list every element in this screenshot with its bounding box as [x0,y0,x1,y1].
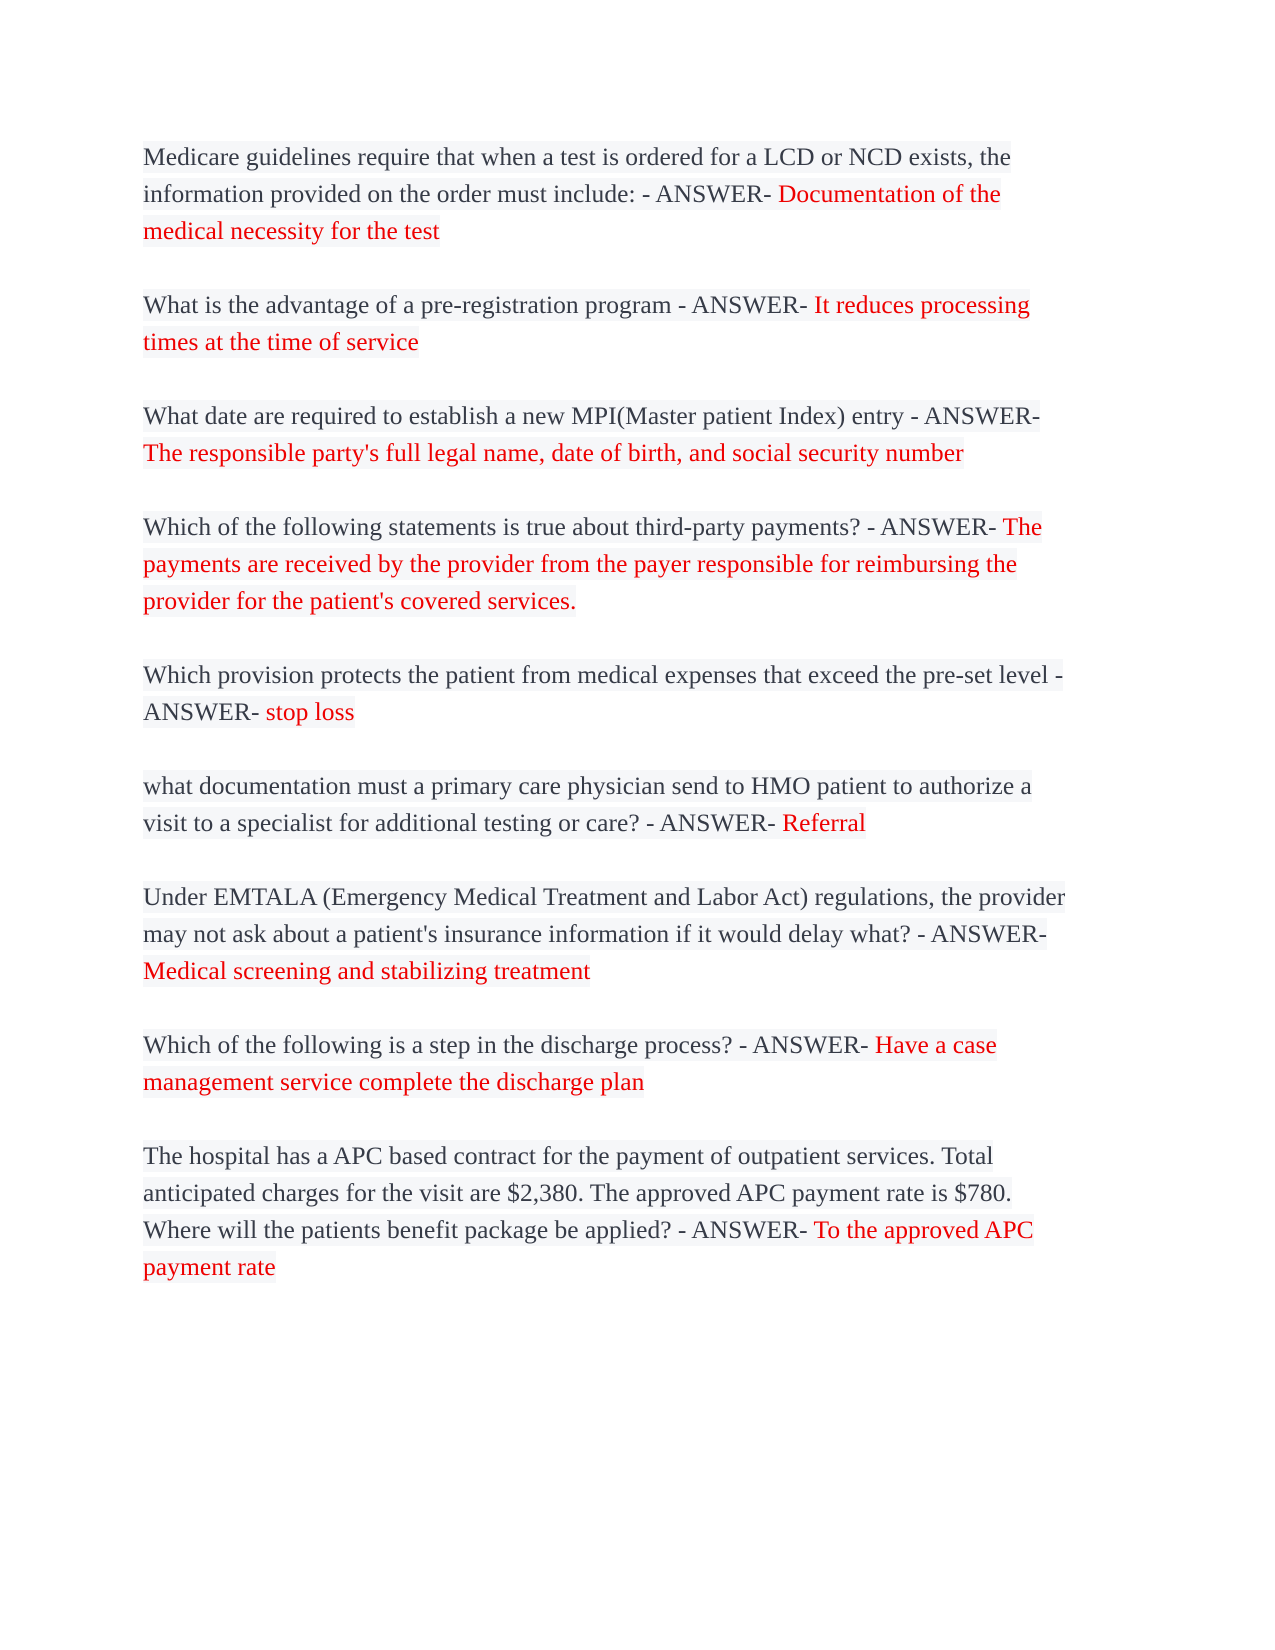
answer-text: The payments are received by the provider from the payer responsible for reimbursing the provider for the patient's covered services. [143,512,1043,615]
qa-block [143,397,1073,471]
question-text: Which provision protects the patient from medical expenses that exceed the pre-set level - ANSWER- [143,660,1064,726]
answer-text: The responsible party's full legal name, date of birth, and social security number [143,438,964,467]
qa-block [143,878,1073,989]
answer-text: stop loss [265,697,355,726]
question-text: Medicare guidelines require that when a test is ordered for a LCD or NCD exists, the information provided on the order must include: - ANSWER- [143,142,1011,208]
qa-block [143,767,1073,841]
qa-block [143,286,1073,360]
qa-block [143,656,1073,730]
question-text: What is the advantage of a pre-registration program - ANSWER- [143,290,814,319]
question-text: The hospital has a APC based contract for the payment of outpatient services. Total anticipated charges for the visit are $2,380. The approved APC payment rate is $780. Where will the patients benefit package be applied? - ANSWER- [143,1141,1012,1244]
question-text: Which of the following statements is true about third-party payments? - ANSWER- [143,512,1003,541]
question-text: What date are required to establish a new MPI(Master patient Index) entry - ANSWER- [143,401,1041,430]
answer-text: Medical screening and stabilizing treatment [143,956,591,985]
qa-block [143,1137,1073,1285]
qa-block [143,1026,1073,1100]
qa-block [143,138,1073,249]
question-text: Under EMTALA (Emergency Medical Treatment and Labor Act) regulations, the provider may not ask about a patient's insurance information if it would delay what? - ANSWER- [143,882,1066,948]
answer-text: Documentation of the medical necessity for the test [143,179,1001,245]
answer-text: It reduces processing times at the time of service [143,290,1030,356]
document-body [143,138,1073,1285]
answer-text: Have a case management service complete the discharge plan [143,1030,997,1096]
qa-block [143,508,1073,619]
answer-text: Referral [782,808,866,837]
question-text: Which of the following is a step in the discharge process? - ANSWER- [143,1030,875,1059]
answer-text: To the approved APC payment rate [143,1215,1034,1281]
question-text: what documentation must a primary care physician send to HMO patient to authorize a visit to a specialist for additional testing or care? - ANSWER- [143,771,1032,837]
